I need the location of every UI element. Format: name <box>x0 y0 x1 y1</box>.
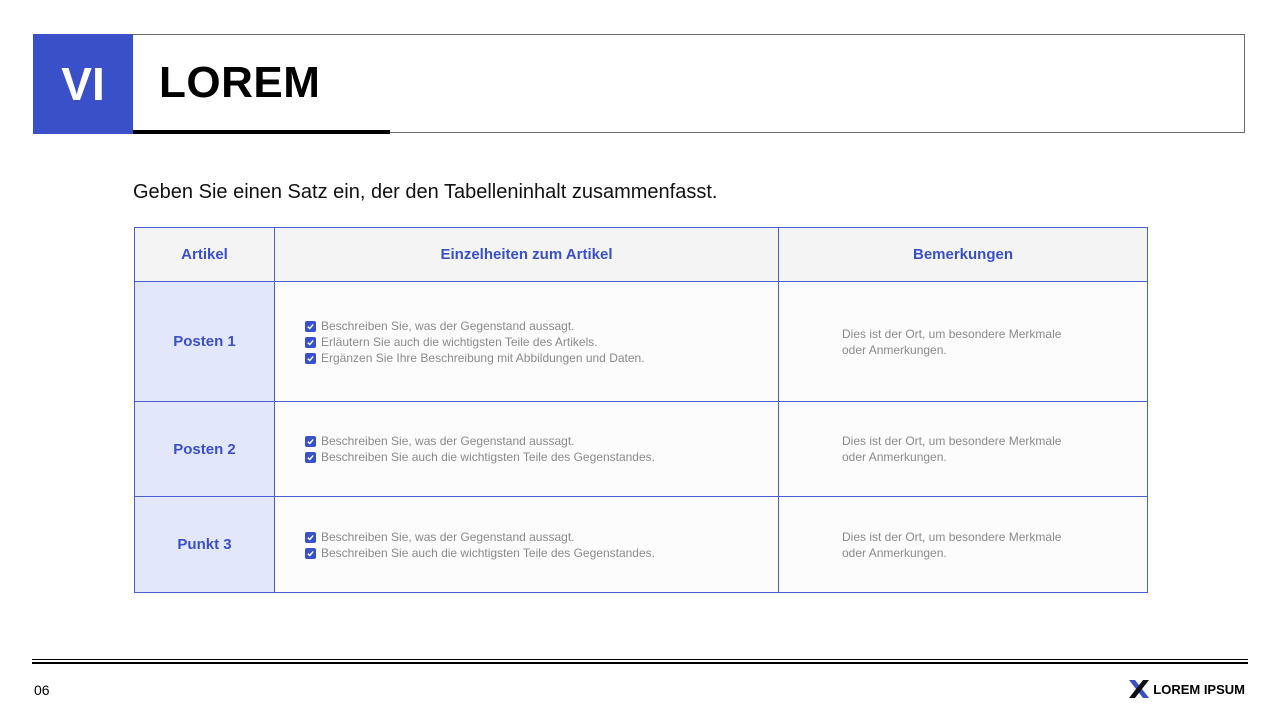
brand-name: LOREM IPSUM <box>1153 681 1245 697</box>
details-list-item <box>305 449 778 465</box>
checkbox-checked-icon <box>305 452 316 463</box>
item-remarks <box>779 497 1148 593</box>
details-list-item <box>305 433 778 449</box>
items-table <box>134 227 1148 593</box>
checkbox-checked-icon <box>305 337 316 348</box>
table-row <box>135 282 1148 402</box>
table-row <box>135 402 1148 497</box>
brand-mark <box>1128 680 1245 698</box>
item-details <box>275 402 779 497</box>
section-number: VI <box>61 58 105 110</box>
checkbox-checked-icon <box>305 436 316 447</box>
remark-text: Dies ist der Ort, um besondere Merkmale oder Anmerkungen. <box>842 326 1062 357</box>
page-number: 06 <box>34 682 50 698</box>
details-list-item <box>305 529 778 545</box>
title-underline <box>133 130 390 134</box>
detail-text: Beschreiben Sie, was der Gegenstand aussagt. <box>321 529 575 544</box>
footer-divider <box>32 659 1248 660</box>
item-name: Posten 1 <box>135 282 275 402</box>
detail-text: Ergänzen Sie Ihre Beschreibung mit Abbildungen und Daten. <box>321 350 645 365</box>
item-details <box>275 497 779 593</box>
item-name: Punkt 3 <box>135 497 275 593</box>
detail-text: Beschreiben Sie, was der Gegenstand aussagt. <box>321 434 575 448</box>
checkbox-checked-icon <box>305 532 316 543</box>
column-header-details: Einzelheiten zum Artikel <box>275 228 779 282</box>
details-list-item <box>305 545 778 561</box>
item-name: Posten 2 <box>135 402 275 497</box>
page-title: LOREM <box>159 58 321 107</box>
brand-x-logo-icon <box>1128 680 1150 698</box>
item-remarks <box>779 402 1148 497</box>
column-header-remarks: Bemerkungen <box>779 228 1148 282</box>
checkbox-checked-icon <box>305 321 316 332</box>
item-remarks <box>779 282 1148 402</box>
details-list-item <box>305 334 778 350</box>
table-header-row <box>135 228 1148 282</box>
checkbox-checked-icon <box>305 353 316 364</box>
checkbox-checked-icon <box>305 548 316 559</box>
remark-text: Dies ist der Ort, um besondere Merkmale oder Anmerkungen. <box>842 434 1062 464</box>
details-list <box>275 433 778 465</box>
details-list <box>275 529 778 561</box>
footer-divider-thick <box>32 662 1248 664</box>
detail-text: Beschreiben Sie auch die wichtigsten Teile des Gegenstandes. <box>321 450 655 464</box>
section-number-badge <box>33 34 133 134</box>
details-list-item <box>305 350 778 366</box>
table-summary-sentence: Geben Sie einen Satz ein, der den Tabelleninhalt zusammenfasst. <box>133 181 718 203</box>
detail-text: Erläutern Sie auch die wichtigsten Teile des Artikels. <box>321 334 598 349</box>
details-list <box>275 318 778 366</box>
item-details <box>275 282 779 402</box>
table-row <box>135 497 1148 593</box>
detail-text: Beschreiben Sie, was der Gegenstand aussagt. <box>321 318 575 333</box>
remark-text: Dies ist der Ort, um besondere Merkmale oder Anmerkungen. <box>842 529 1062 560</box>
detail-text: Beschreiben Sie auch die wichtigsten Teile des Gegenstandes. <box>321 545 655 560</box>
column-header-item: Artikel <box>135 228 275 282</box>
details-list-item <box>305 318 778 334</box>
